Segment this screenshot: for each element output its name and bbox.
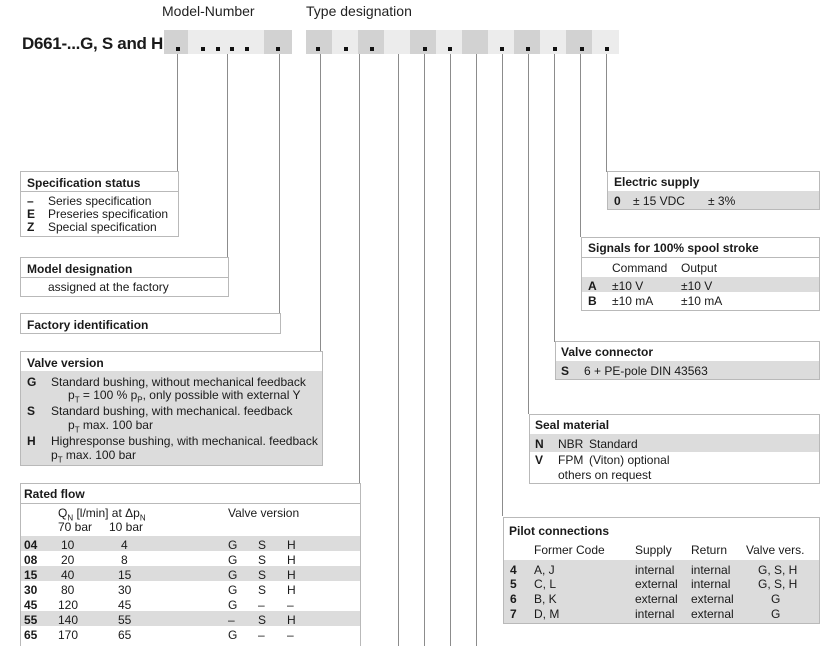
model-designation-text: assigned at the factory [48, 280, 169, 294]
pilot-return-header: Return [691, 543, 728, 557]
pilot-former-header: Former Code [534, 543, 605, 557]
valve-version-text: Standard bushing, with mechanical. feedback [51, 404, 293, 418]
valve-connector-box [555, 341, 820, 380]
valve-version-box [20, 351, 323, 466]
pilot-connections-title: Pilot connections [509, 524, 610, 538]
rated-flow-title: Rated flow [24, 487, 85, 501]
electric-supply-code: 0 [614, 194, 621, 208]
rated-flow-box: Rated flow $Q_N$ [l/min] at $\Delta p_N$ Valve version 70 bar 10 bar 04 10 4 G S H 08 20 8 G S H 15 40 15 G S H 30 80 30 G S H 45 120 45 G – – 55 140 55 – S H 65 170 65 G – – [20, 483, 361, 646]
rated-flow-10bar-header: 10 bar [109, 520, 144, 534]
pilot-connections-box: Pilot connections Former Code Supply Return Valve vers. 4 A, J internal internal G, S, H 5 C, L external internal G, S, H 6 B, K external external G 7 D, M internal external G [503, 517, 820, 624]
pilot-supply-header: Supply [635, 543, 672, 557]
electric-supply-box [607, 171, 820, 210]
electric-supply-tolerance: ± 3% [708, 194, 736, 208]
rated-flow-quantity-header: $Q_N$ [l/min] at $\Delta p_N$ [58, 506, 146, 523]
spec-text: Series specification [48, 194, 152, 208]
signals-command-header: Command [612, 261, 668, 275]
seal-material-name: NBR [558, 437, 584, 451]
factory-identification-title: Factory identification [27, 318, 149, 332]
spec-text: Special specification [48, 220, 157, 234]
spec-code: Z [27, 220, 35, 234]
signals-title: Signals for 100% spool stroke [588, 241, 759, 255]
seal-material-note: Standard [589, 437, 638, 451]
electric-supply-title: Electric supply [614, 175, 700, 189]
valve-version-text: Standard bushing, without mechanical feedback [51, 375, 306, 389]
spec-code: E [27, 207, 36, 221]
rated-flow-70bar-header: 70 bar [58, 520, 93, 534]
signals-box: Signals for 100% spool stroke Command Output A ±10 V ±10 V B ±10 mA ±10 mA [581, 237, 820, 311]
valve-version-title: Valve version [27, 356, 104, 370]
product-title: D661-...G, S and H [22, 34, 164, 53]
seal-material-title: Seal material [535, 418, 610, 432]
pilot-version-header: Valve vers. [746, 543, 805, 557]
seal-material-box [529, 414, 820, 484]
signals-output-header: Output [681, 261, 718, 275]
valve-version-text: $p_T = 100$ % $p_P$, only possible with external Y [68, 388, 301, 405]
seal-material-code: N [535, 437, 544, 451]
valve-version-text: $p_T$ max. 100 bar [51, 448, 136, 465]
seal-material-name: FPM [558, 453, 584, 467]
seal-material-other: others on request [558, 468, 652, 482]
valve-version-code: H [27, 434, 36, 448]
spec-code: – [27, 194, 34, 208]
factory-identification-box [20, 313, 281, 334]
seal-material-note: (Viton) optional [589, 453, 670, 467]
type-designation-header: Type designation [306, 3, 412, 19]
electric-supply-value: ± 15 VDC [633, 194, 685, 208]
model-designation-box [20, 257, 229, 297]
valve-connector-text: 6 + PE-pole DIN 43563 [584, 364, 708, 378]
specification-status-box [20, 171, 179, 237]
valve-version-code: S [27, 404, 36, 418]
model-designation-title: Model designation [27, 262, 133, 276]
valve-connector-code: S [561, 364, 570, 378]
model-number-header: Model-Number [162, 3, 255, 19]
valve-version-text: Highresponse bushing, with mechanical. feedback [51, 434, 318, 448]
valve-connector-title: Valve connector [561, 345, 654, 359]
valve-version-code: G [27, 375, 37, 389]
seal-material-code: V [535, 453, 544, 467]
rated-flow-version-header: Valve version [228, 506, 300, 520]
spec-text: Preseries specification [48, 207, 169, 221]
specification-status-title: Specification status [27, 176, 141, 190]
valve-version-text: $p_T$ max. 100 bar [68, 418, 153, 435]
